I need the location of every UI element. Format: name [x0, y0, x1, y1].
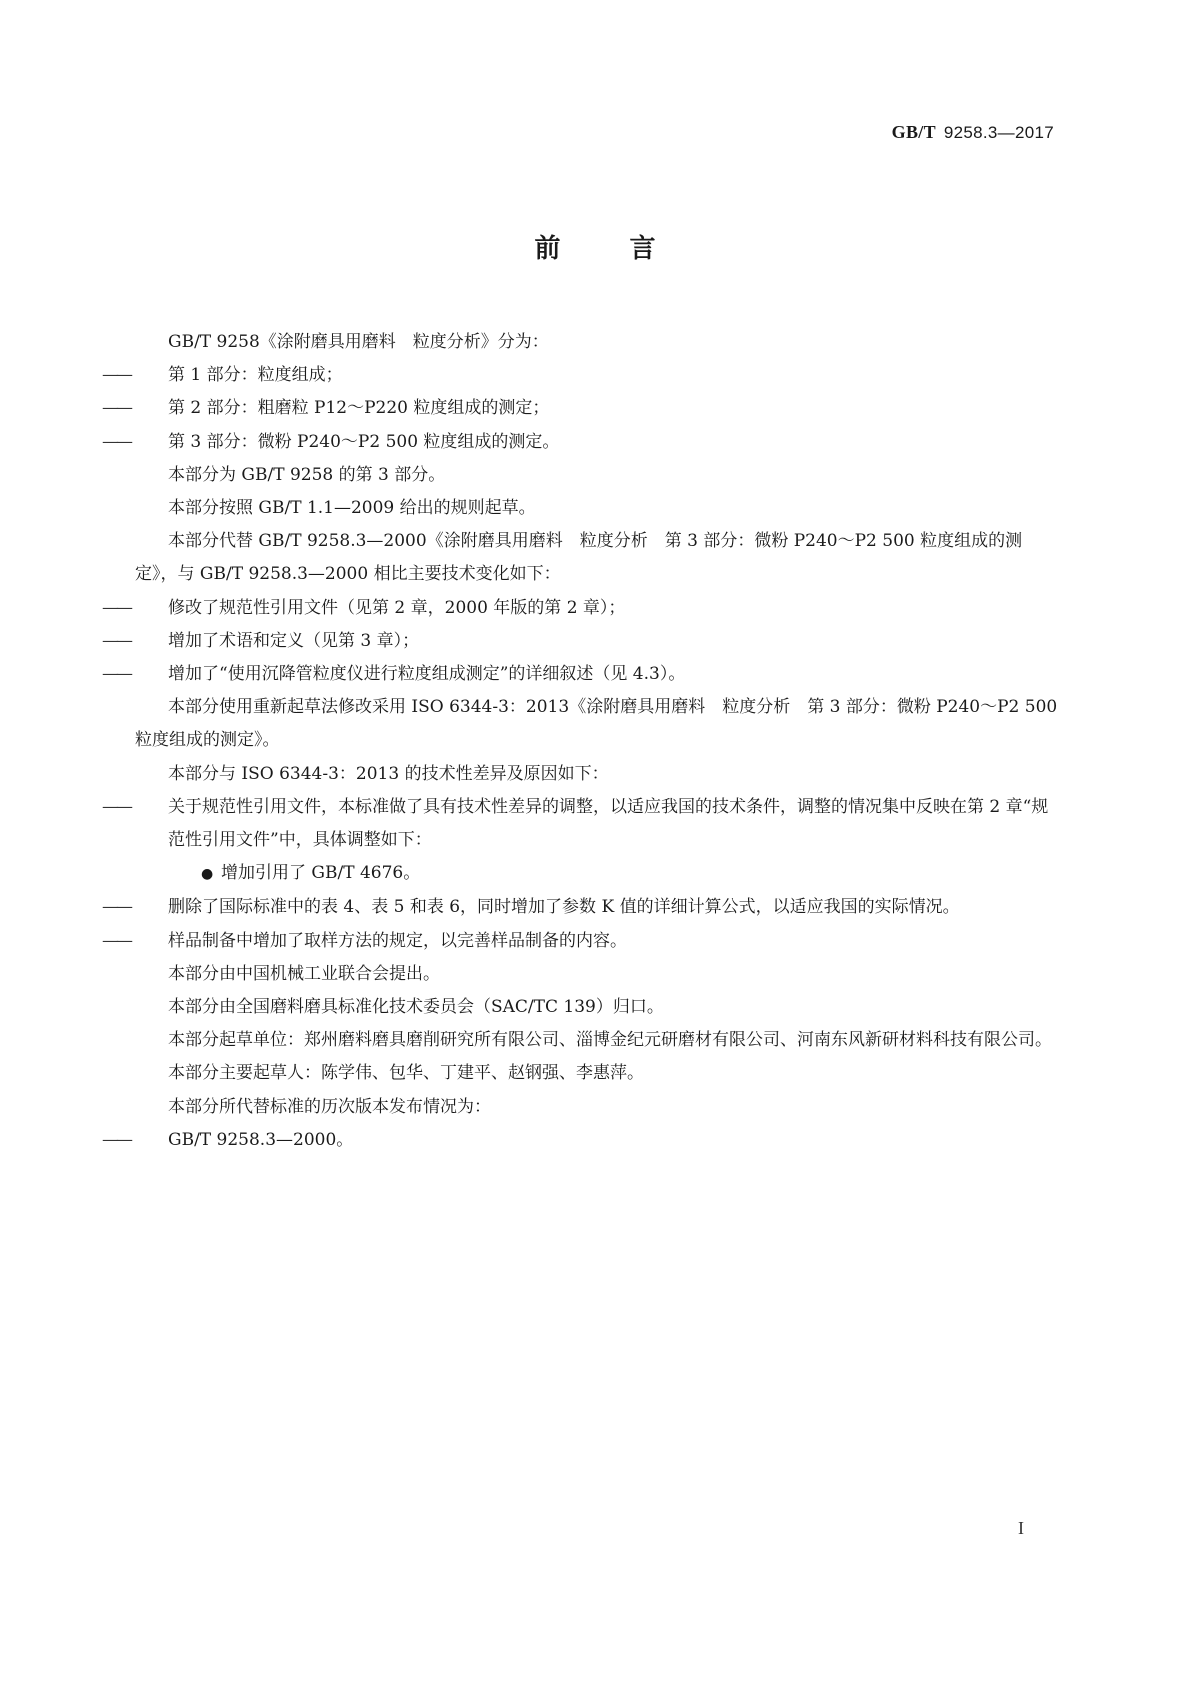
paragraph: [168, 958, 1060, 991]
dash-item-text: 增加了“使用沉降管粒度仪进行粒度组成测定”的详细叙述（见 4.3）。: [168, 664, 686, 685]
paragraph-text: 本部分使用重新起草法修改采用 ISO 6344-3：2013《涂附磨具用磨料 粒度分析 第 3 部分：微粉 P240～P2 500 粒度组成的测定》。: [135, 697, 1058, 751]
dash-marker: ——: [102, 365, 130, 386]
bullet-item-text: 增加引用了 GB/T 4676。: [221, 863, 421, 884]
dash-marker: ——: [102, 796, 130, 817]
dash-item-text: 关于规范性引用文件，本标准做了具有技术性差异的调整，以适应我国的技术条件，调整的情况集中反映在第 2 章“规范性引用文件”中，具体调整如下：: [168, 796, 1049, 851]
paragraph-text: 本部分主要起草人：陈学伟、包华、丁建平、赵钢强、李惠萍。: [168, 1063, 644, 1084]
foreword-body: [102, 326, 1060, 1157]
paragraph: [168, 459, 1060, 492]
dash-item: [102, 625, 1060, 658]
standard-number: 9258.3—2017: [943, 123, 1054, 142]
paragraph-text: 本部分按照 GB/T 1.1—2009 给出的规则起草。: [168, 498, 536, 519]
dash-item-text: 增加了术语和定义（见第 3 章）；: [168, 630, 420, 651]
page-title: [0, 228, 1191, 265]
dash-item: [102, 426, 1060, 459]
dash-marker: ——: [102, 1129, 130, 1150]
paragraph-drafting-units: [135, 1024, 1060, 1057]
dash-item: [102, 592, 1060, 625]
dash-marker: ——: [102, 897, 130, 918]
paragraph: [168, 1091, 1060, 1124]
paragraph-text: 本部分由全国磨料磨具标准化技术委员会（SAC/TC 139）归口。: [168, 997, 664, 1018]
paragraph-text: 本部分由中国机械工业联合会提出。: [168, 963, 440, 984]
paragraph-text: 本部分代替 GB/T 9258.3—2000《涂附磨具用磨料 粒度分析 第 3 部分：微粉 P240～P2 500 粒度组成的测定》，与 GB/T 9258.3—2000 相比主要技术变化如下：: [135, 531, 1023, 585]
paragraph-intro: [168, 326, 1060, 359]
paragraph: [168, 758, 1060, 791]
paragraph-replaces: [135, 525, 1060, 591]
page-number: I: [1018, 1518, 1024, 1538]
paragraph-text: 本部分与 ISO 6344-3：2013 的技术性差异及原因如下：: [168, 763, 609, 784]
standard-code-header: [892, 122, 1054, 143]
dash-item: [102, 392, 1060, 425]
dash-marker: ——: [102, 930, 130, 951]
dash-item-text: 修改了规范性引用文件（见第 2 章，2000 年版的第 2 章）；: [168, 597, 626, 618]
dash-item-text: 第 2 部分：粗磨粒 P12～P220 粒度组成的测定；: [168, 398, 550, 419]
title-char-2: 言: [629, 234, 657, 264]
dash-item: [102, 925, 1060, 958]
standard-prefix: GB/T: [891, 122, 936, 142]
dash-item: [102, 891, 1060, 924]
dash-item: [102, 359, 1060, 392]
paragraph-text: 本部分为 GB/T 9258 的第 3 部分。: [168, 464, 446, 485]
paragraph-text: 本部分起草单位：郑州磨料磨具磨削研究所有限公司、淄博金纪元研磨材有限公司、河南东风新研材料科技有限公司。: [168, 1030, 1052, 1051]
paragraph-adoption: [135, 691, 1060, 757]
bullet-item: [168, 857, 1060, 891]
dash-item: [102, 791, 1060, 857]
dash-marker: ——: [102, 630, 130, 651]
dash-item-text: 删除了国际标准中的表 4、表 5 和表 6，同时增加了参数 K 值的详细计算公式，以适应我国的实际情况。: [168, 897, 960, 918]
paragraph: [168, 991, 1060, 1024]
paragraph-drafters: [168, 1057, 1060, 1090]
dash-item-text: GB/T 9258.3—2000。: [168, 1129, 354, 1150]
paragraph-text: 本部分所代替标准的历次版本发布情况为：: [168, 1096, 491, 1117]
dash-marker: ——: [102, 597, 130, 618]
paragraph-text: GB/T 9258《涂附磨具用磨料 粒度分析》分为：: [168, 332, 549, 352]
title-char-1: 前: [534, 234, 562, 264]
dash-marker: ——: [102, 431, 130, 452]
dash-item: [102, 658, 1060, 691]
dash-marker: ——: [102, 664, 130, 685]
dash-item-text: 第 3 部分：微粉 P240～P2 500 粒度组成的测定。: [168, 431, 560, 452]
dash-marker: ——: [102, 398, 130, 419]
bullet-icon: ●: [201, 866, 214, 883]
paragraph: [168, 492, 1060, 525]
dash-item: [102, 1124, 1060, 1157]
dash-item-text: 样品制备中增加了取样方法的规定，以完善样品制备的内容。: [168, 930, 627, 951]
dash-item-text: 第 1 部分：粒度组成；: [168, 365, 343, 386]
